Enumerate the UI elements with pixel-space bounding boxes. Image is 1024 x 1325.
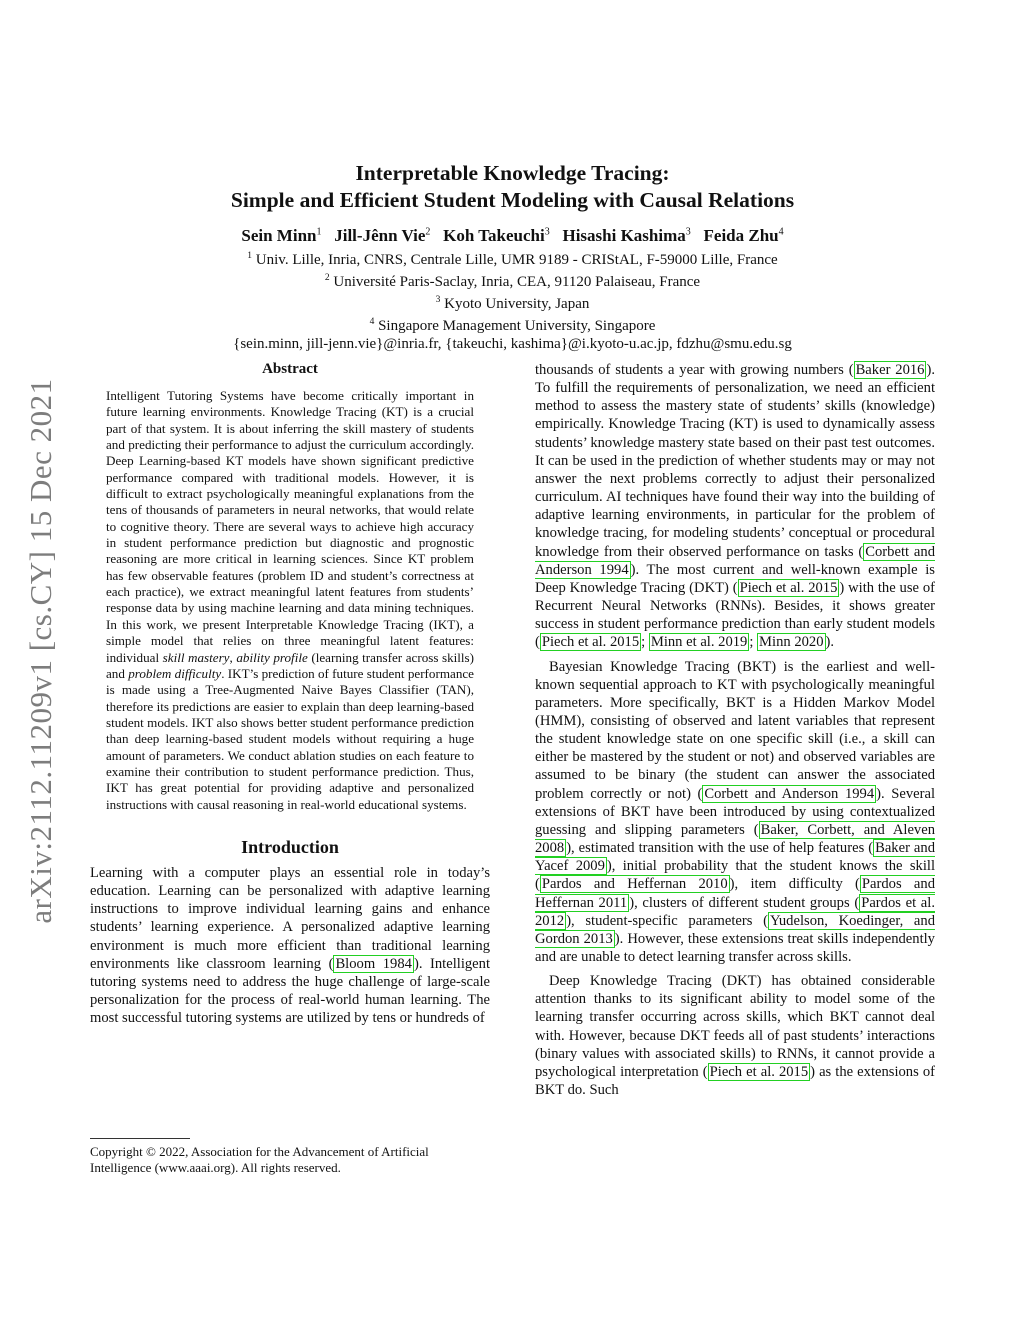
text-run: Deep Knowledge Tracing (DKT) has obtained considerable attention thanks to its significant ability to model some of the learning transfer occurring across skills, which BKT cannot deal with. However, because DKT feeds all of past students’ interactions (binary values with associated skills) to RNNs, it cannot provide a psychological interpretation ( xyxy=(535,973,935,1080)
title-line-1: Interpretable Knowledge Tracing: xyxy=(355,161,670,185)
left-column xyxy=(90,361,490,1027)
citation-link[interactable]: Minn 2020 xyxy=(759,634,824,651)
text-run: ). xyxy=(825,634,835,651)
text-run: ). Several extensions of BKT have been introduced by using contextualized guessing and slipping parameters ( xyxy=(535,785,936,838)
text-run: , xyxy=(229,649,237,665)
text-run: ). Intelligent tutoring systems need to address the huge challenge of large-scale personalization for the process of real-world human learning. The most successful tutoring systems are utilized by tens or hundreds of xyxy=(90,955,491,1027)
affiliation: $^3$ Kyoto University, Japan xyxy=(435,294,590,312)
citation-link[interactable]: Pardos and Heffernan 2011 xyxy=(535,876,936,911)
text-run: ) as the extensions of BKT do. Such xyxy=(535,1063,935,1099)
citation-link[interactable]: Corbett and Anderson 1994 xyxy=(704,785,875,802)
introduction-heading: Introduction xyxy=(241,836,339,857)
paper-title xyxy=(90,160,935,214)
text-run: ). However, these extensions treat skills independently and are unable to detect learning transfer across skills. xyxy=(535,930,935,965)
affiliation: $^1$ Univ. Lille, Inria, CNRS, Centrale Lille, UMR 9189 - CRIStAL, F-59000 Lille, France xyxy=(247,250,778,268)
text-run: ; xyxy=(641,634,649,651)
italic-term: problem difficulty xyxy=(128,665,222,681)
bkt-paragraph xyxy=(535,658,935,967)
citation-link[interactable]: Minn et al. 2019 xyxy=(650,634,748,651)
italic-term: skill mastery xyxy=(162,649,230,665)
italic-term: ability profile xyxy=(236,649,308,665)
affiliation: $^4$ Singapore Management University, Singapore xyxy=(369,316,656,334)
author: Hisashi Kashima$^3$ xyxy=(562,225,691,245)
intro-paragraph-cont xyxy=(535,361,935,652)
author: Feida Zhu$^4$ xyxy=(703,225,784,245)
author-list xyxy=(90,221,935,247)
text-run: ). The most current and well-known example is Deep Knowledge Tracing (DKT) ( xyxy=(535,561,935,596)
text-run: ). To fulfill the requirements of personalization, we need an efficient method to assess the mastery state of students’ skills (knowledge) empirically. Knowledge Tracing (KT) is used to dynamically assess students’ knowledge mastery state based on their past test outcomes. It can be used in the prediction of whether students may or may not answer the next problems correctly to adjust their personalized curriculum. AI techniques have found their way into the building of adaptive learning environments, in particular for the problem of knowledge tracing, for modeling students’ conceptual or procedural knowledge from their observed performance on tasks ( xyxy=(535,362,935,560)
abstract-body xyxy=(106,388,474,813)
dkt-paragraph xyxy=(535,972,935,1099)
arxiv-stamp-text: arXiv:2112.11209v1 [cs.CY] 15 Dec 2021 xyxy=(23,378,58,924)
citation-link[interactable]: Piech et al. 2015 xyxy=(541,634,640,651)
text-run: Intelligent Tutoring Systems have become critically important in future learning environments. Knowledge Tracing (KT) is a crucial part of that system. It is about inferring the skill mastery of students and predicting their performance to adjust the curriculum accordingly. Deep Learning-based KT models have shown significant predictive performance compared with traditional models. However, it is difficult to extract psychologically meaningful explanations from the tens of thousands of parameters in neural networks, that would relate to cognitive theory. There are several ways to achieve high accuracy in student performance prediction but diagnostic and prognostic reasoning are more critical in learning sciences. Since KT problem has few observable features (problem ID and student’s correctness at each practice), we extract meaningful latent features from students’ response data by using machine learning and data mining techniques. In this work, we present Interpretable Knowledge Tracing (IKT), a simple model that relies on three meaningful latent features: individual xyxy=(106,388,474,665)
citation-link[interactable]: Pardos et al. 2012 xyxy=(535,894,935,929)
citation-link[interactable]: Baker, Corbett, and Aleven 2008 xyxy=(535,821,935,857)
footnote-rule xyxy=(90,1138,190,1139)
text-run: ), item difficulty ( xyxy=(729,876,860,893)
text-run: ), clusters of different student groups ( xyxy=(629,894,860,911)
paper-header xyxy=(90,160,935,353)
title-line-2: Simple and Efficient Student Modeling with Causal Relations xyxy=(230,188,795,212)
citation-link[interactable]: Piech et al. 2015 xyxy=(709,1063,809,1080)
author: Koh Takeuchi$^3$ xyxy=(443,225,550,245)
text-run: ; xyxy=(749,634,758,651)
intro-paragraph xyxy=(90,864,490,1027)
author: Sein Minn$^1$ xyxy=(241,225,322,245)
copyright-footnote xyxy=(90,1138,490,1176)
text-run: (learning transfer across skills) and xyxy=(106,649,475,681)
right-column xyxy=(535,361,935,1099)
citation-link[interactable]: Piech et al. 2015 xyxy=(739,579,838,596)
citation-link[interactable]: Baker 2016 xyxy=(855,362,925,378)
arxiv-stamp xyxy=(12,356,70,946)
text-run: Learning with a computer plays an essential role in today’s education. Learning can be personalized with adaptive learning instructions to improve individual learning gains and enhance students’ learning experience. A personalized adaptive learning environment is much more efficient than traditional learning environments like classroom learning ( xyxy=(90,864,490,972)
citation-link[interactable]: Yudelson, Koedinger, and Gordon 2013 xyxy=(535,912,935,947)
text-run: Bayesian Knowledge Tracing (BKT) is the earliest and well-known sequential approach to KT with psychologically meaningful parameters. More specifically, BKT is a Hidden Markov Model (HMM), consisting of observed and latent variables that represent the student knowledge state on one specific skill (i.e., a skill can either be mastered by the student or not) and observed variables are assumed to be binary (the student can answer the associated problem correctly or not) ( xyxy=(535,658,935,802)
text-run: ) with the use of Recurrent Neural Networks (RNNs). Besides, it shows greater success in student performance prediction than early student models ( xyxy=(535,579,935,651)
citation-link[interactable]: Bloom 1984 xyxy=(335,955,412,972)
author: Jill-Jênn Vie$^2$ xyxy=(334,225,431,245)
abstract-heading: Abstract xyxy=(262,361,318,377)
text-run: thousands of students a year with growing numbers ( xyxy=(535,362,854,378)
text-run: ), estimated transition with the use of help features ( xyxy=(566,840,874,857)
citation-link[interactable]: Pardos and Heffernan 2010 xyxy=(541,876,728,893)
footnote-text: Copyright © 2022, Association for the Advancement of Artificial Intelligence (www.aaai.org). All rights reserved. xyxy=(90,1144,429,1175)
citation-link[interactable]: Baker and Yacef 2009 xyxy=(535,840,935,875)
text-run: ), student-specific parameters ( xyxy=(566,912,768,929)
affiliation: $^2$ Université Paris-Saclay, Inria, CEA, 91120 Palaiseau, France xyxy=(324,272,701,290)
text-run: . IKT’s prediction of future student performance is made using a Tree-Augmented Naive Bayes Classifier (TAN), therefore its predictions are easier to explain than deep learning-based student models. IKT also shows better student performance prediction than deep learning-based student models without requiring a huge amount of parameters. We conduct ablation studies on each feature to examine their contribution to student performance prediction. Thus, IKT has great potential for providing adaptive and personalized instructions with causal reasoning in real-world educational systems. xyxy=(106,665,474,812)
text-run: ), initial probability that the student knows the skill ( xyxy=(535,858,935,893)
author-emails: {sein.minn, jill-jenn.vie}@inria.fr, {takeuchi, kashima}@i.kyoto-u.ac.jp, fdzhu@smu.edu.sg xyxy=(233,335,792,352)
citation-link[interactable]: Corbett and Anderson 1994 xyxy=(535,543,935,578)
